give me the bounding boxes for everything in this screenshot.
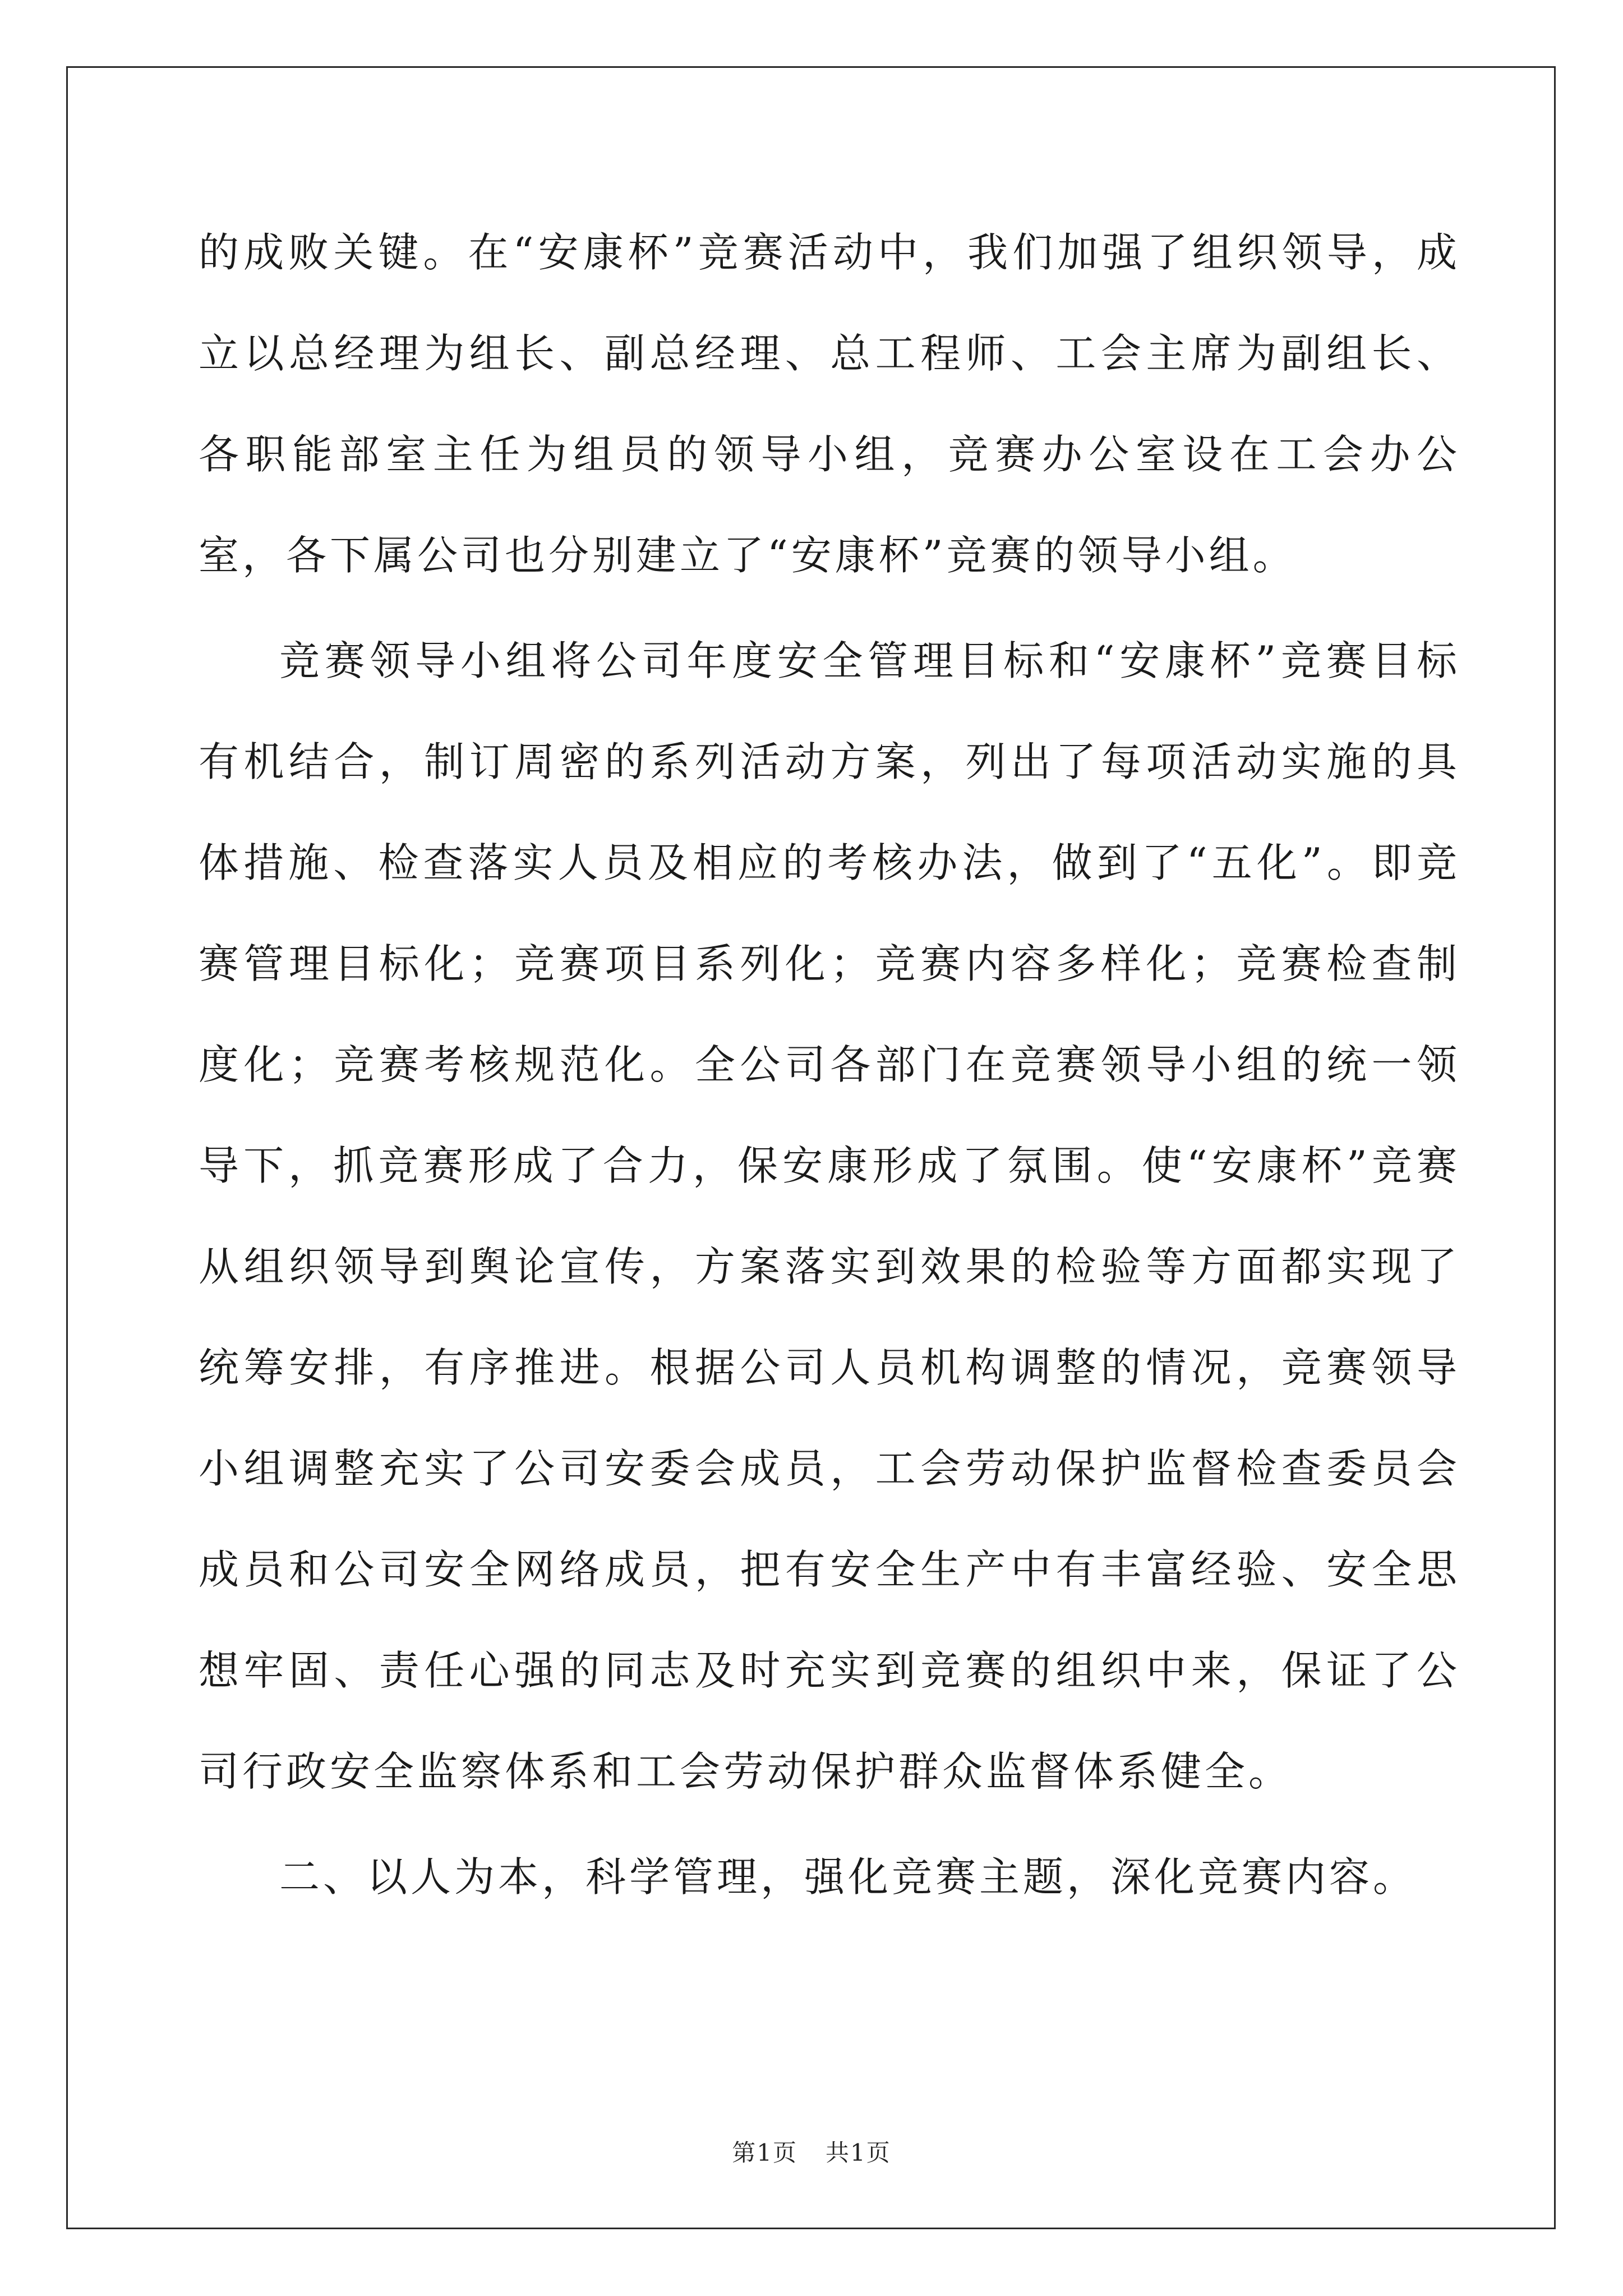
paragraph-competition-plan: 竞赛领导小组将公司年度安全管理目标和“安康杯”竞赛目标有机结合，制订周密的系列活动方案，列出了每项活动实施的具体措施、检查落实人员及相应的考核办法，做到了“五化”。即竞赛管理目标化；竞赛项目系列化；竞赛内容多样化；竞赛检查制度化；竞赛考核规范化。全公司各部门在竞赛领导小组的统一领导下，抓竞赛形成了合力，保安康形成了氛围。使“安康杯”竞赛从组织领导到舆论宣传，方案落实到效果的检验等方面都实现了统筹安排，有序推进。根据公司人员机构调整的情况，竞赛领导小组调整充实了公司安委会成员，工会劳动保护监督检查委员会成员和公司安全网络成员，把有安全生产中有丰富经验、安全思想牢固、责任心强的同志及时充实到竞赛的组织中来，保证了公司行政安全监察体系和工会劳动保护群众监督体系健全。 — [199, 637, 1460, 1795]
page-footer — [0, 2136, 1623, 2170]
paragraph-leadership-setup: 的成败关键。在“安康杯”竞赛活动中，我们加强了组织领导，成立以总经理为组长、副总经理、总工程师、工会主席为副组长、各职能部室主任为组员的领导小组，竞赛办公室设在工会办公室，各下属公司也分别建立了“安康杯”竞赛的领导小组。 — [199, 229, 1460, 579]
page-number: 第1页 — [732, 2139, 797, 2166]
paragraph-section-two-heading: 二、以人为本，科学管理，强化竞赛主题，深化竞赛内容。 — [279, 1853, 1417, 1901]
document-body — [199, 202, 1460, 1927]
page-total: 共1页 — [826, 2139, 891, 2166]
